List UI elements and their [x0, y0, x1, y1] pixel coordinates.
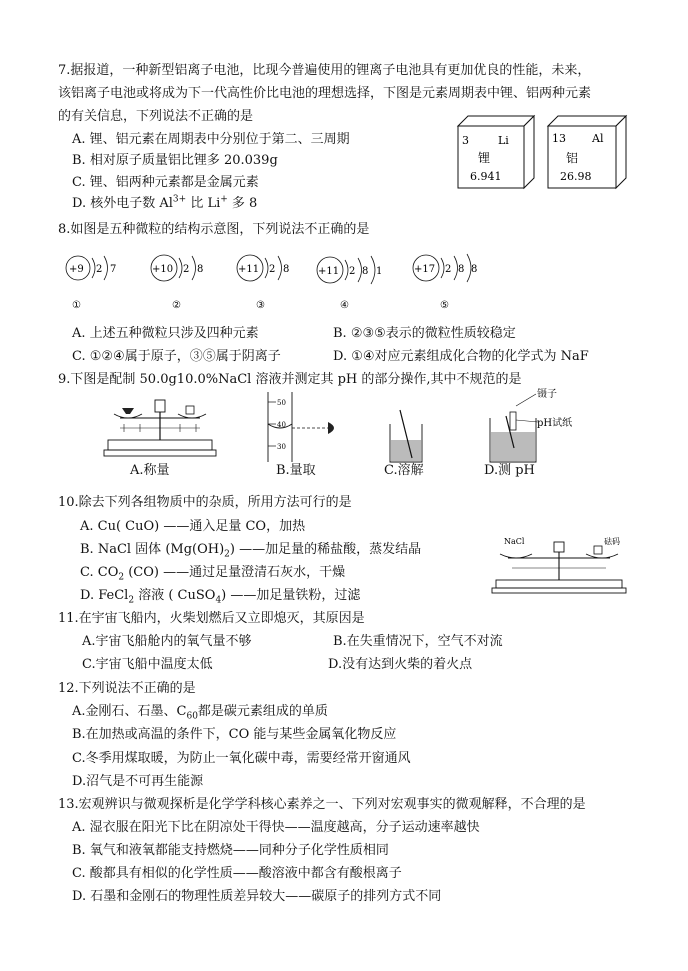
q7-option-c: C. 锂、铝两种元素都是金属元素	[72, 175, 259, 190]
q10-option-b: B. NaCl 固体 $(Mg(OH)_2)$ ——加足量的稀盐酸，蒸发结晶	[80, 542, 422, 560]
particle-4-label: ④	[340, 300, 349, 311]
li-mass: 6.941	[470, 170, 502, 183]
particle-5-shell-1: 2	[445, 264, 452, 275]
cylinder-mark-50: 50	[277, 399, 286, 407]
al-symbol: Al	[592, 132, 604, 145]
particle-3-shell-1: 2	[269, 264, 276, 275]
q11-option-d: D.没有达到火柴的着火点	[328, 657, 473, 672]
particle-4-shell-3: 1	[376, 266, 383, 277]
particle-2-nucleus: +10	[152, 264, 174, 275]
ph-test-figure	[490, 388, 572, 462]
cylinder-reading-figure	[268, 392, 334, 462]
particle-5-label: ⑤	[440, 300, 449, 311]
balance-weight-label: 砝码	[604, 537, 620, 546]
q8-option-c: C. ①②④属于原子，③⑤属于阴离子	[72, 349, 281, 364]
al-atomic-number: 13	[552, 132, 566, 145]
particle-3-nucleus: +11	[238, 264, 260, 275]
q7-stem-line3: 的有关信息，下列说法不正确的是	[58, 109, 254, 124]
q10-stem: 10.除去下列各组物质中的杂质，所用方法可行的是	[58, 495, 352, 510]
q8-stem: 8.如图是五种微粒的结构示意图，下列说法不正确的是	[58, 222, 370, 237]
q7-option-b: B. 相对原子质量铝比锂多 20.039g	[72, 153, 278, 168]
q12-stem: 12.下列说法不正确的是	[58, 681, 196, 696]
particle-4-diagram	[317, 256, 382, 311]
particle-2-shell-2: 8	[197, 264, 204, 275]
particle-1-nucleus: +9	[69, 264, 84, 275]
q9-caption-b: B.量取	[276, 463, 316, 478]
particle-4-shell-1: 2	[349, 266, 356, 277]
lithium-cell	[458, 116, 534, 188]
particle-3-label: ③	[256, 300, 265, 311]
particle-3-shell-2: 8	[283, 264, 290, 275]
particle-1-shell-2: 7	[110, 264, 117, 275]
q13-option-c: C. 酸都具有相似的化学性质——酸溶液中都含有酸根离子	[72, 866, 402, 881]
q10-balance-figure	[490, 534, 630, 598]
particle-4-shell-2: 8	[362, 266, 369, 277]
particle-5-shell-2: 8	[458, 264, 465, 275]
q9-caption-d: D.测 pH	[484, 463, 535, 478]
q13-option-d: D. 石墨和金刚石的物理性质差异较大——碳原子的排列方式不同	[72, 889, 442, 904]
q11-stem: 11.在宇宙飞船内，火柴划燃后又立即熄灭，其原因是	[58, 611, 365, 626]
aluminum-cell	[548, 116, 626, 188]
tweezers-label: 镊子	[537, 389, 557, 400]
q11-option-a: A.宇宙飞船舱内的氧气量不够	[82, 634, 252, 649]
q9-stem: 9.下图是配制 50.0g10.0%NaCl 溶液并测定其 pH 的部分操作,其中不规范的是	[58, 372, 522, 387]
li-atomic-number: 3	[462, 134, 469, 147]
q7-stem-line2: 该铝离子电池或将成为下一代高性价比电池的理想选择，下图是元素周期表中锂、铝两种元素	[58, 86, 592, 101]
particle-1-shell-1: 2	[96, 264, 103, 275]
cylinder-mark-30: 30	[277, 443, 286, 451]
particle-2-label: ②	[172, 300, 181, 311]
periodic-table-cells	[452, 112, 642, 192]
beaker-dissolving-figure	[390, 410, 422, 462]
q13-option-a: A. 湿衣服在阳光下比在阴凉处干得快——温度越高，分子运动速率越快	[72, 820, 480, 835]
q12-option-c: C.冬季用煤取暖，为防止一氧化碳中毒，需要经常开窗通风	[72, 751, 411, 766]
particle-4-nucleus: +11	[318, 266, 340, 277]
balance-weighing-figure	[104, 400, 216, 456]
q7-stem-line1: 7.据报道，一种新型铝离子电池，比现今普遍使用的锂离子电池具有更加优良的性能，未来，	[58, 63, 591, 78]
q12-option-b: B.在加热或高温的条件下，CO 能与某些金属氧化物反应	[72, 727, 397, 742]
q10-option-c: C. $CO_2$ (CO) ——通过足量澄清石灰水，干燥	[80, 565, 346, 583]
particle-5-shell-3: 8	[471, 264, 478, 275]
ph-paper-label: pH试纸	[537, 418, 573, 429]
q7-option-d: D. 核外电子数 $Al^{3+}$ 比 Li+ 多 8	[72, 194, 258, 211]
particle-2-shell-1: 2	[183, 264, 190, 275]
q12-option-a: A.金刚石、石墨、$C_{60}$都是碳元素组成的单质	[72, 704, 328, 722]
q8-option-a: A. 上述五种微粒只涉及四种元素	[72, 326, 259, 341]
q8-option-d: D. ①④对应元素组成化合物的化学式为 NaF	[333, 349, 589, 364]
cylinder-mark-40: 40	[277, 421, 286, 429]
al-name: 铝	[566, 151, 579, 165]
q10-option-a: A. Cu( CuO) ——通入足量 CO，加热	[80, 519, 306, 534]
li-symbol: Li	[498, 134, 509, 147]
al-mass: 26.98	[560, 170, 592, 183]
particle-1-label: ①	[72, 300, 81, 311]
q9-operation-figures	[100, 388, 660, 480]
q12-option-d: D.沼气是不可再生能源	[72, 774, 204, 789]
q8-option-b: B. ②③⑤表示的微粒性质较稳定	[333, 326, 516, 341]
particle-1-diagram	[66, 256, 116, 311]
q11-option-b: B.在失重情况下，空气不对流	[333, 634, 503, 649]
q11-option-c: C.宇宙飞船中温度太低	[82, 657, 213, 672]
balance-nacl-label: NaCl	[504, 537, 525, 546]
q7-option-a: A. 锂、铝元素在周期表中分别位于第二、三周期	[72, 132, 350, 147]
q13-option-b: B. 氧气和液氧都能支持燃烧——同种分子化学性质相同	[72, 843, 389, 858]
li-name: 锂	[478, 151, 491, 165]
q9-caption-a: A.称量	[130, 463, 170, 478]
eye-icon	[328, 422, 334, 434]
particle-2-diagram	[151, 255, 203, 311]
particle-5-diagram	[413, 254, 477, 311]
particle-5-nucleus: +17	[414, 264, 436, 275]
q9-caption-c: C.溶解	[384, 463, 424, 478]
q13-stem: 13.宏观辨识与微观探析是化学学科核心素养之一、下列对宏观事实的微观解释，不合理的是	[58, 797, 586, 812]
particle-3-diagram	[237, 255, 289, 311]
particle-structure-diagrams	[58, 246, 478, 312]
q10-option-d: D. FeCl$_2$ 溶液 ( CuSO$_4$) ——加足量铁粉，过滤	[80, 588, 361, 606]
